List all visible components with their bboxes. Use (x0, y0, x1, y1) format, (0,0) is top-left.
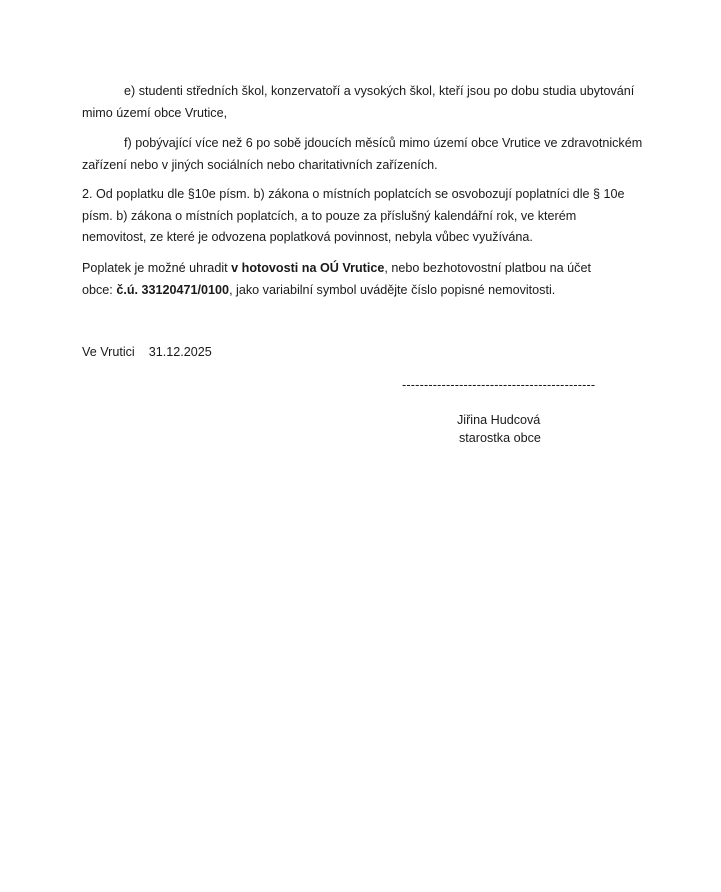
payment-text-4: , jako variabilní symbol uvádějte číslo popisné nemovitosti. (229, 282, 556, 297)
place-date (82, 343, 212, 361)
payment-text-3: obce: (82, 282, 117, 297)
payment-paragraph (82, 258, 652, 301)
exemption-paragraph (82, 184, 652, 249)
payment-line-2 (82, 280, 652, 302)
document-date: 31.12.2025 (148, 345, 212, 359)
payment-account-number: č.ú. 33120471/0100 (116, 282, 230, 297)
signatory-name: Jiřina Hudcová (457, 413, 541, 427)
signatory-role: starostka obce (459, 431, 541, 445)
payment-cash-location: v hotovosti na OÚ Vrutice (231, 261, 385, 275)
exemption-line-1: 2. Od poplatku dle §10e písm. b) zákona o místních poplatcích se osvobozují poplatníci dle § 10e (82, 187, 625, 201)
exemption-line-2: písm. b) zákona o místních poplatcích, a to pouze za příslušný kalendářní rok, ve kterém (82, 208, 577, 223)
place-label: Ve Vrutici (82, 345, 135, 359)
item-f-paragraph: f) pobývající více než 6 po sobě jdoucích měsíců mimo území obce Vrutice ve zdravotnickém zařízení nebo v jiných sociálních nebo charitativních zařízeních. (82, 136, 643, 172)
payment-text-2: , nebo bezhotovostní platbou na účet (384, 261, 591, 275)
signature-line: -------------------------------------------- (402, 378, 596, 392)
exemption-line-3: nemovitost, ze které je odvozena poplatková povinnost, nebyla vůbec využívána. (82, 230, 533, 244)
payment-text-1: Poplatek je možné uhradit (82, 261, 232, 275)
payment-line-1 (82, 258, 652, 280)
item-e-paragraph: e) studenti středních škol, konzervatoří a vysokých škol, kteří jsou po dobu studia ubytování mimo území obce Vrutice, (82, 84, 635, 120)
